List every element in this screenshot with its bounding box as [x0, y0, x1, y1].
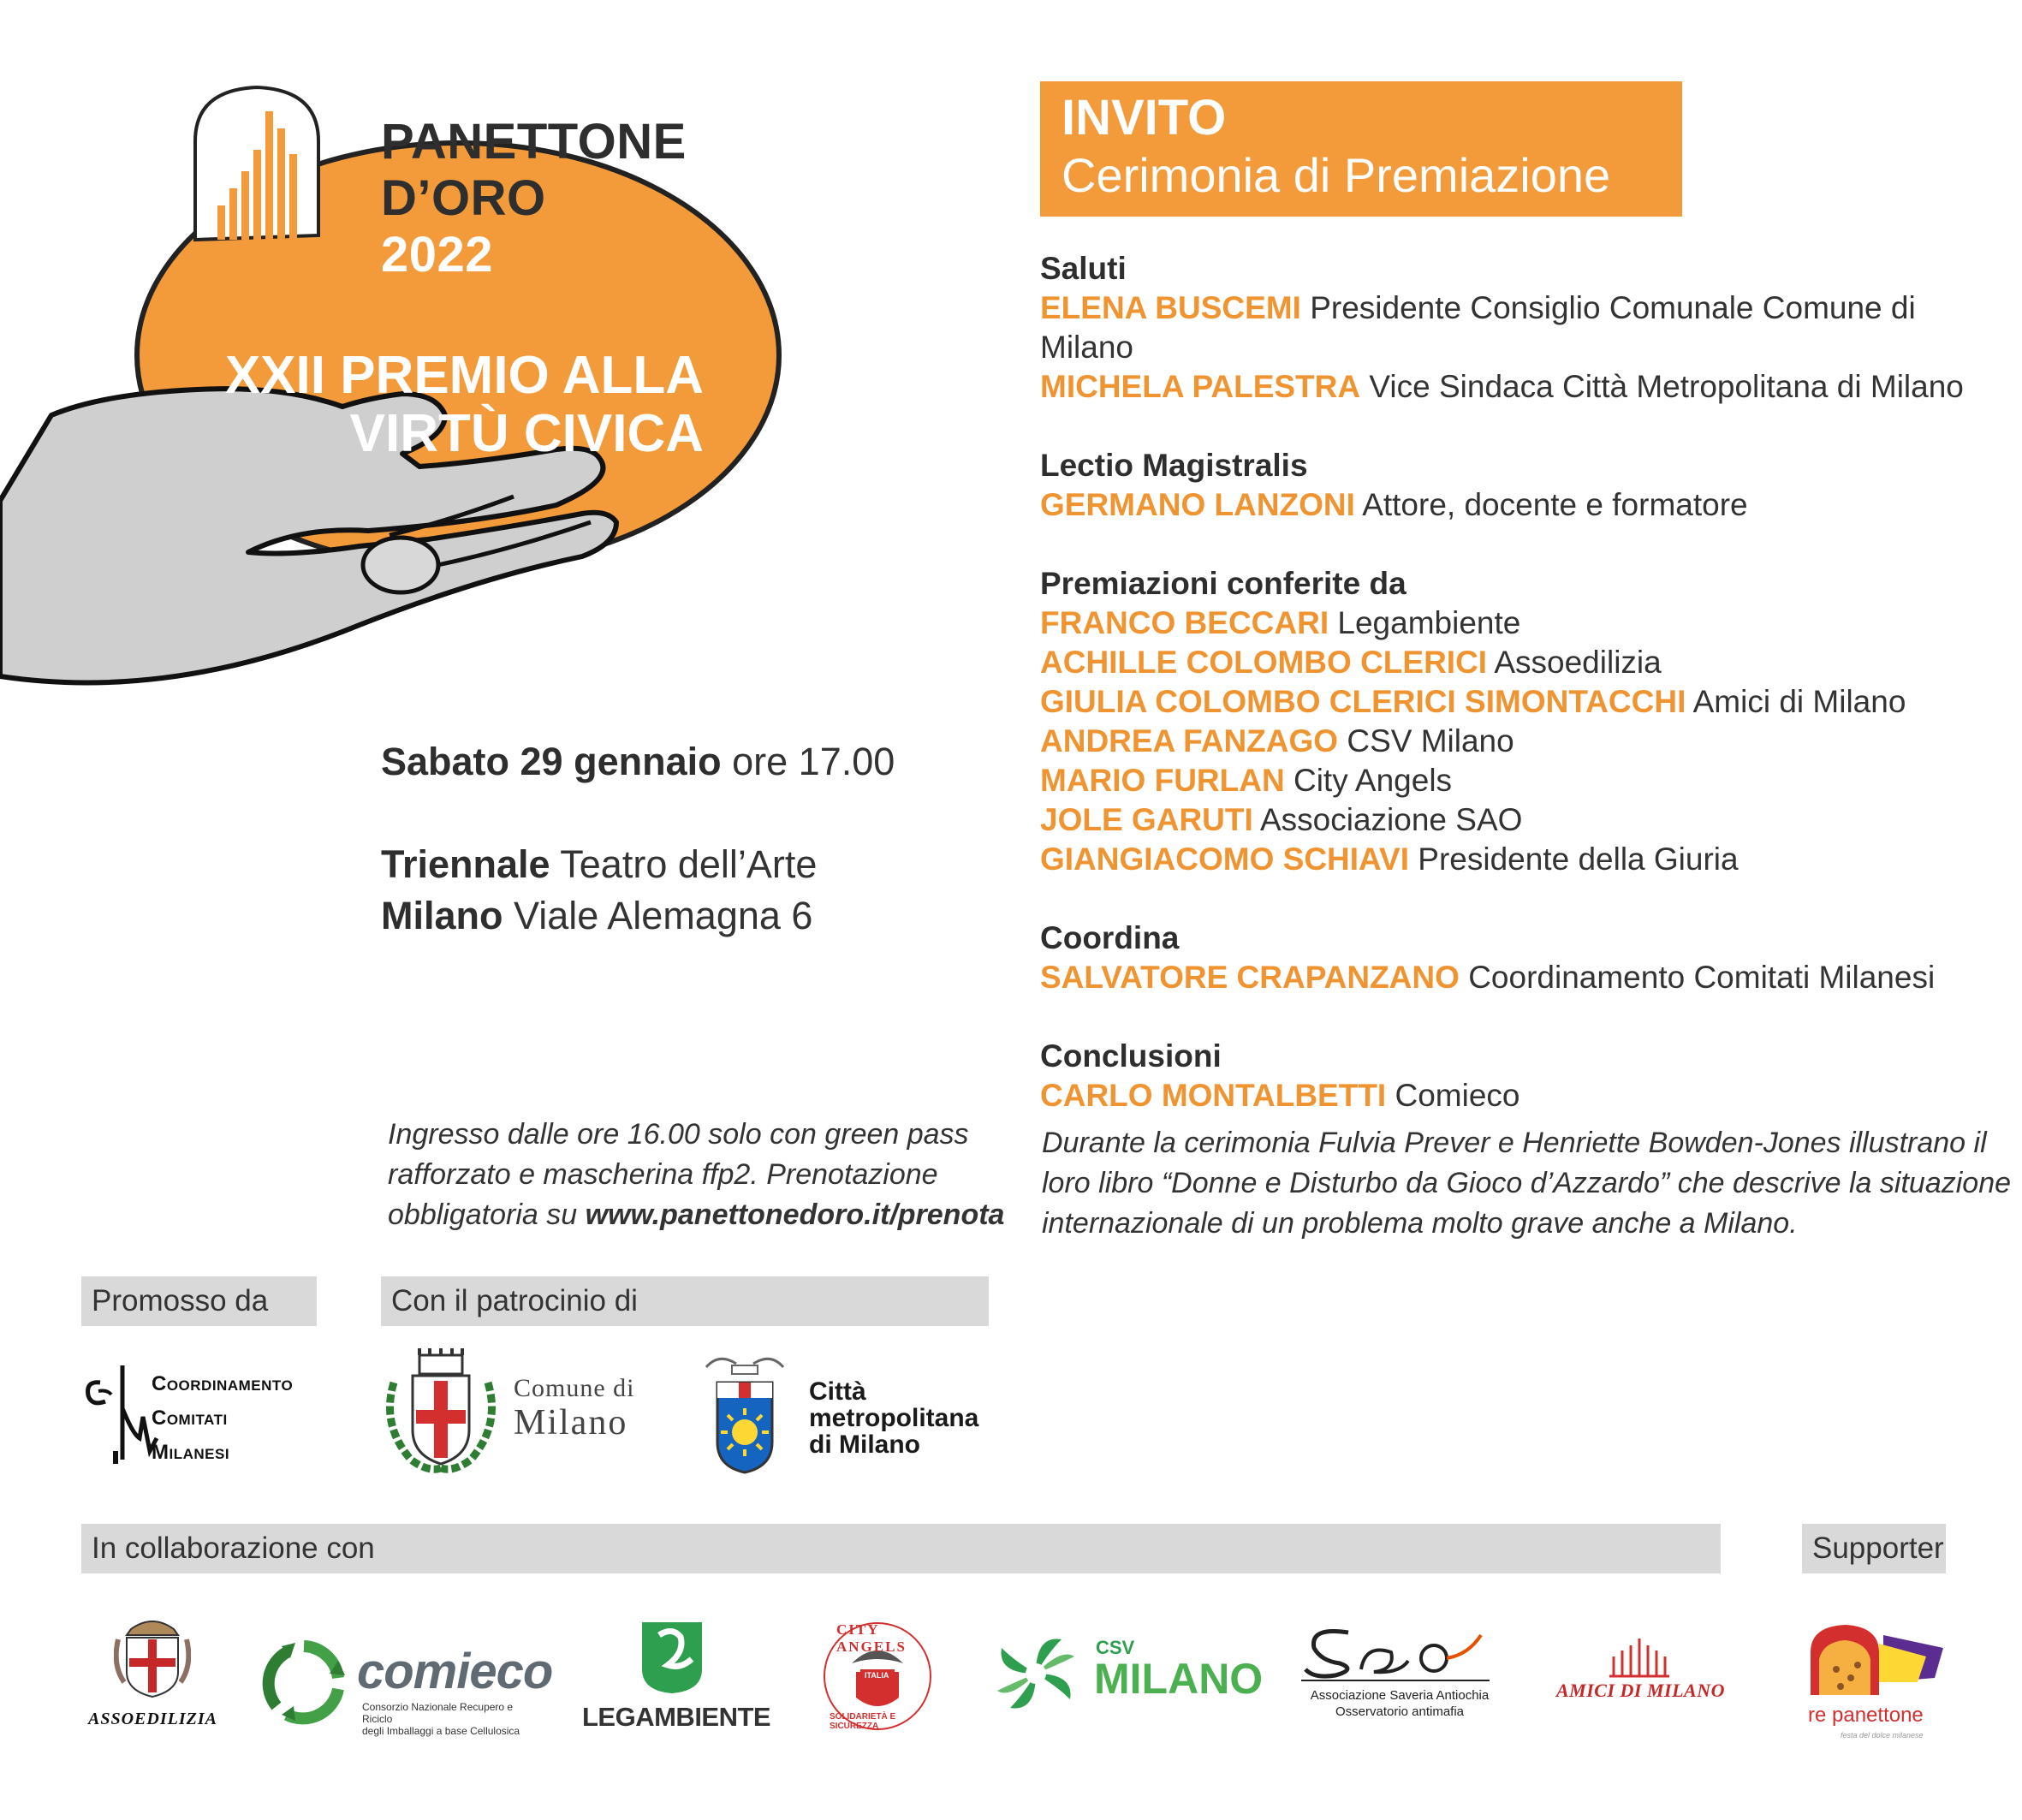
label-patrocinio: Con il patrocinio di — [381, 1276, 989, 1326]
sao-signature-icon — [1297, 1622, 1494, 1682]
booking-link[interactable]: www.panettonedoro.it/prenota — [585, 1198, 1005, 1231]
assoedilizia-logo: ASSOEDILIZIA — [81, 1614, 227, 1742]
city-angels-logo: CITY ANGELS ITALIA SOLIDARIETÀ E SICUREZZA — [818, 1616, 937, 1736]
award-line-1: XXII PREMIO ALLA — [224, 346, 704, 405]
sao-logo: Associazione Saveria Antiochia Osservatorio antimafia — [1297, 1622, 1502, 1725]
label-supporter: Supporter — [1802, 1524, 1946, 1573]
program-item: GIANGIACOMO SCHIAVI Presidente della Giuria — [1040, 842, 1739, 877]
label-collaborazione: In collaborazione con — [81, 1524, 1721, 1573]
comune-milano-logo: Comune di Milano — [377, 1348, 651, 1481]
program-item: MARIO FURLAN City Angels — [1040, 763, 1453, 798]
program-item: GIULIA COLOMBO CLERICI SIMONTACCHI Amici di Milano — [1040, 684, 1906, 719]
section-premiazioni — [1040, 564, 1999, 879]
event-date: Sabato 29 gennaio ore 17.00 — [381, 740, 895, 783]
panettone-icon — [195, 87, 318, 240]
section-coordina — [1040, 919, 1999, 997]
award-line-2: VIRTÙ CIVICA — [349, 404, 704, 463]
section-heading: Lectio Magistralis — [1040, 448, 1308, 483]
comieco-logo: comieco Consorzio Nazionale Recupero e Riciclo degli Imballaggi a base Cellulosica — [261, 1639, 544, 1734]
invito-title: INVITO — [1062, 90, 1227, 146]
metropolitana-crest-icon — [702, 1348, 788, 1477]
citta-metropolitana-logo: Città metropolitana di Milano — [702, 1348, 993, 1481]
program-item: SALVATORE CRAPANZANO Coordinamento Comitati Milanesi — [1040, 960, 1936, 995]
program-item: GERMANO LANZONI Attore, docente e formatore — [1040, 487, 1748, 522]
book-note: Durante la cerimonia Fulvia Prever e Henriette Bowden-Jones illustrano il loro libro “Donne e Disturbo da Gioco d’Azzardo” che descrive la situazione internazionale di un problema molto grave anche a Milano. — [1042, 1127, 2012, 1240]
program-item: FRANCO BECCARI Legambiente — [1040, 605, 1521, 640]
ccm-mark-icon — [81, 1357, 163, 1472]
csv-pinwheel-icon — [989, 1627, 1083, 1721]
ccm-logo: Coordinamento Comitati Milanesi — [81, 1357, 321, 1472]
label-promosso: Promosso da — [81, 1276, 317, 1326]
program-item: ELENA BUSCEMI Presidente Consiglio Comunale Comune di Milano — [1040, 290, 1916, 365]
event-address: Milano Viale Alemagna 6 — [381, 894, 813, 937]
section-heading: Conclusioni — [1040, 1038, 1222, 1074]
award-title — [225, 347, 704, 463]
section-heading: Coordina — [1040, 920, 1180, 955]
duomo-icon — [1605, 1635, 1674, 1678]
program-item: JOLE GARUTI Associazione SAO — [1040, 802, 1523, 837]
entry-note: Ingresso dalle ore 16.00 solo con green pass rafforzato e mascherina ffp2. Prenotazione obbligatoria su www.panettonedoro.it/prenota — [388, 1118, 1005, 1231]
invito-box — [1040, 81, 1682, 217]
program — [1040, 249, 1999, 1115]
section-conclusioni — [1040, 1037, 1999, 1115]
section-lectio — [1040, 446, 1999, 525]
re-panettone-mark-icon — [1798, 1618, 1952, 1704]
section-saluti — [1040, 249, 1999, 407]
amici-di-milano-logo: AMICI DI MILANO — [1549, 1635, 1729, 1712]
csv-milano-logo: CSV MILANO — [989, 1627, 1254, 1721]
program-item: MICHELA PALESTRA Vice Sindaca Città Metropolitana di Milano — [1040, 369, 1964, 404]
event-venue: Triennale Teatro dell’Arte — [381, 842, 818, 886]
program-item: ANDREA FANZAGO CSV Milano — [1040, 723, 1514, 758]
brand-line-2: D’ORO — [381, 170, 546, 226]
re-panettone-logo: re panettone festa del dolce milanese — [1798, 1618, 1960, 1746]
legambiente-logo: LEGAMBIENTE — [582, 1618, 770, 1734]
program-item: CARLO MONTALBETTI Comieco — [1040, 1078, 1520, 1113]
brand-title — [381, 114, 687, 283]
section-heading: Premiazioni conferite da — [1040, 566, 1406, 601]
program-item: ACHILLE COLOMBO CLERICI Assoedilizia — [1040, 645, 1662, 680]
comune-crest-icon — [377, 1348, 505, 1481]
brand-year: 2022 — [381, 227, 494, 283]
recycle-icon — [261, 1639, 347, 1725]
swan-icon — [633, 1618, 711, 1695]
assoedilizia-crest-icon — [114, 1614, 191, 1699]
event-info — [381, 736, 895, 942]
section-heading: Saluti — [1040, 251, 1127, 286]
brand-line-1: PANETTONE — [381, 114, 687, 170]
invito-subtitle: Cerimonia di Premiazione — [1062, 148, 1611, 202]
